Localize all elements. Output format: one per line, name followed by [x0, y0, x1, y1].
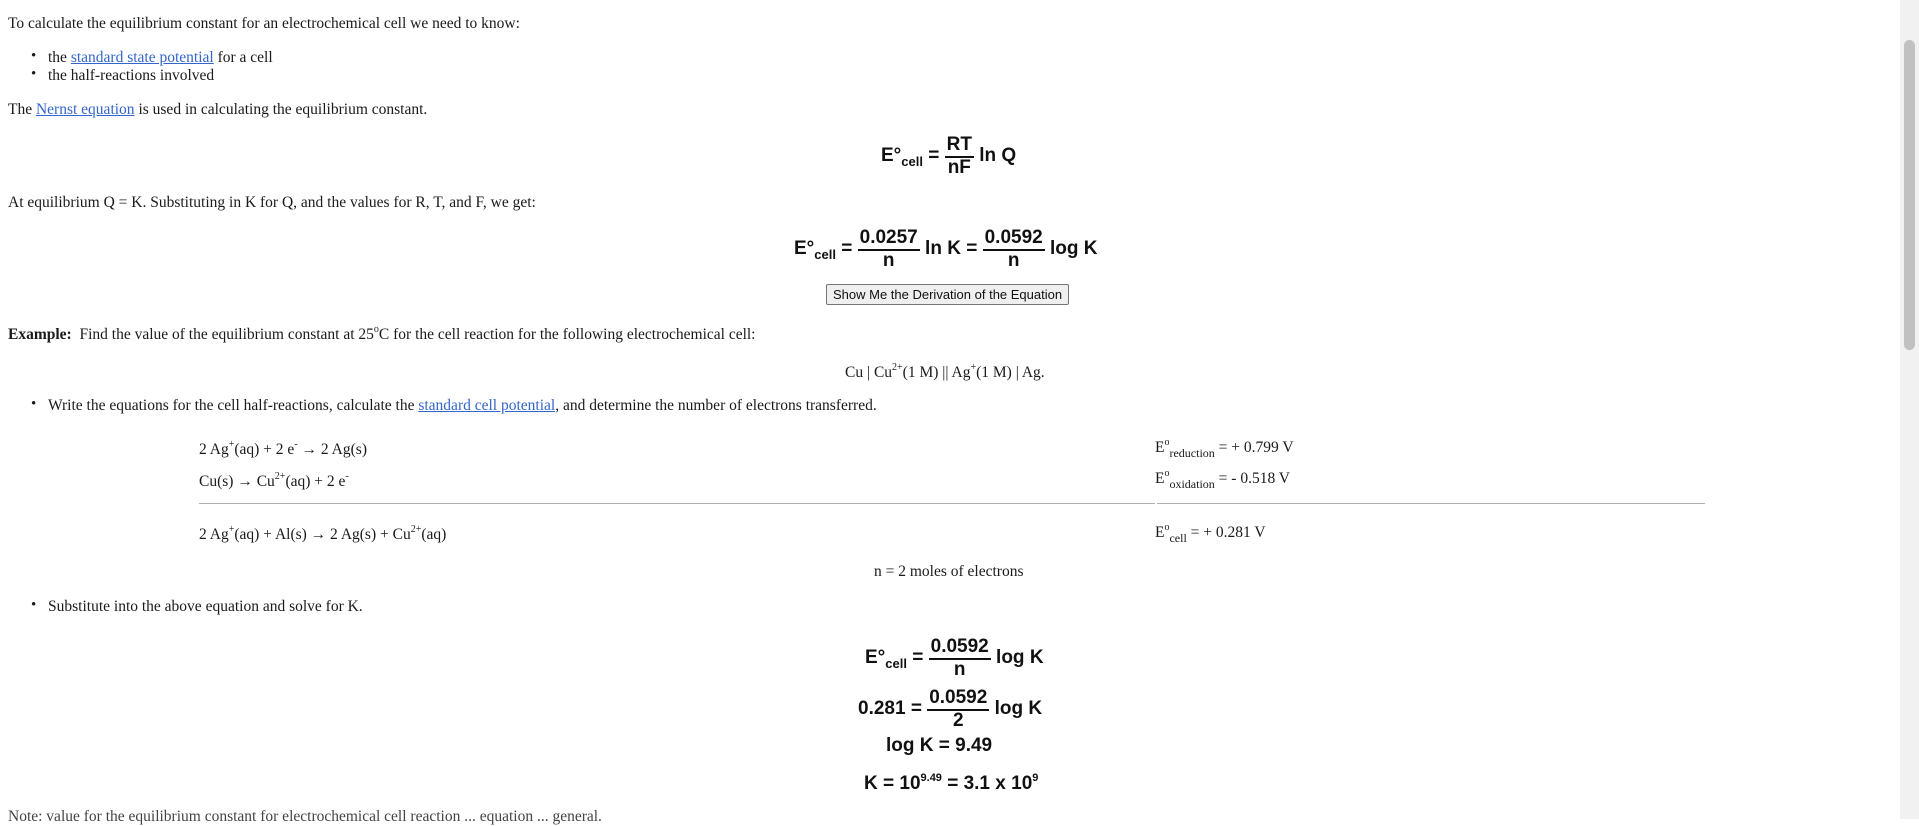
divider-right [1157, 503, 1705, 504]
truncated-note: Note: value for the equilibrium constant for electrochemical cell reaction ... equation ... general. [8, 808, 602, 825]
text: C for the cell reaction for the following electrochemical cell: [378, 326, 756, 343]
text: K = 10 [864, 773, 921, 794]
scrollbar-thumb[interactable] [1904, 40, 1915, 350]
denominator: 2 [952, 710, 964, 731]
text: The [8, 101, 36, 118]
degree: o [1164, 522, 1170, 533]
log-k-equation [865, 636, 1044, 680]
text: Write the equations for the cell half-reactions, calculate the [48, 397, 419, 414]
vertical-scrollbar[interactable] [1900, 0, 1919, 819]
subscript: reduction [1169, 446, 1215, 460]
oxidation-potential [1155, 468, 1290, 492]
nernst-equation-link[interactable]: Nernst equation [35, 101, 135, 118]
text: = 3.1 x 10 [941, 773, 1033, 794]
value: = - 0.518 V [1214, 470, 1290, 487]
e-symbol: E° [865, 647, 886, 669]
equals-sign: = [912, 647, 924, 669]
list-item [48, 49, 273, 67]
fraction [929, 636, 991, 680]
denominator: n [953, 659, 966, 680]
cell-subscript: cell [901, 154, 923, 170]
text: (aq) + Al(s) → 2 Ag(s) + Cu [234, 526, 411, 543]
log-k: log K [994, 698, 1043, 720]
reduction-potential [1155, 437, 1294, 461]
nernst-equation [881, 134, 1016, 178]
k-result [864, 772, 1038, 795]
numerator: 0.0592 [983, 227, 1045, 251]
degree-symbol: o [373, 324, 379, 335]
standard-state-potential-link[interactable]: standard state potential [70, 49, 214, 66]
degree: o [1164, 437, 1170, 448]
fraction [927, 687, 989, 731]
ln-q: ln Q [979, 145, 1017, 167]
equals-sign: = [928, 145, 940, 167]
text: (1 M) || Ag [902, 364, 971, 381]
fraction [945, 134, 974, 178]
text: , and determine the number of electrons transferred. [555, 397, 877, 414]
divider-left [199, 503, 1155, 504]
subscript: cell [1169, 531, 1187, 545]
text: is used in calculating the equilibrium constant. [134, 101, 428, 118]
fraction [858, 227, 920, 271]
charge: - [294, 439, 298, 450]
text: 2 Ag [199, 526, 229, 543]
text: (1 M) | Ag. [976, 364, 1045, 381]
equals-sign: = [841, 238, 853, 260]
value: = + 0.281 V [1186, 524, 1266, 541]
example-statement [8, 324, 756, 344]
subscript: oxidation [1169, 477, 1215, 491]
half-reaction-reduction [199, 439, 367, 459]
text: Cu(s) → Cu [199, 473, 275, 490]
numerator: 0.0592 [927, 687, 989, 711]
overall-reaction [199, 524, 446, 544]
text: 2 Ag [199, 441, 229, 458]
numerator: RT [945, 134, 974, 158]
intro-text: To calculate the equilibrium constant for an electrochemical cell we need to know: [8, 15, 520, 32]
nernst-sentence [8, 101, 427, 119]
moles-of-electrons: n = 2 moles of electrons [874, 563, 1024, 580]
text: → 2 Ag(s) [297, 441, 367, 458]
text: (aq) + 2 e [285, 473, 346, 490]
charge: + [970, 362, 977, 373]
text: Cu | Cu [845, 364, 893, 381]
value: = + 0.799 V [1214, 439, 1294, 456]
substituted-equation [858, 687, 1042, 731]
denominator: n [882, 250, 895, 271]
charge: 2+ [892, 362, 903, 373]
list-item: • the half-reactions involved [48, 67, 214, 85]
text: Find the value of the equilibrium constant at 25 [79, 326, 374, 343]
charge: + [228, 439, 235, 450]
e-symbol: E° [881, 145, 902, 167]
equilibrium-text: At equilibrium Q = K. Substituting in K for Q, and the values for R, T, and F, we get: [8, 194, 536, 211]
fraction [983, 227, 1045, 271]
list-text: for a cell [213, 49, 273, 66]
text: (aq) [421, 526, 447, 543]
standard-cell-potential-link[interactable]: standard cell potential [418, 397, 556, 414]
charge: 2+ [410, 524, 422, 535]
log-k: log K [996, 647, 1044, 669]
example-label: Example: [8, 326, 72, 343]
text: (aq) + 2 e [234, 441, 295, 458]
degree: o [1164, 468, 1170, 479]
e-symbol: E° [794, 238, 815, 260]
numerator: 0.0592 [929, 636, 991, 660]
step-1 [48, 397, 877, 415]
e-symbol: E [1155, 524, 1165, 541]
charge: 2+ [274, 471, 286, 482]
cell-subscript: cell [814, 247, 836, 263]
lhs-value: 0.281 = [858, 698, 922, 720]
log-k: log K [1050, 238, 1098, 260]
step-2: • Substitute into the above equation and solve for K. [48, 598, 363, 616]
ln-k: ln K = [925, 238, 978, 260]
cell-potential [1155, 522, 1266, 546]
charge: + [228, 524, 235, 535]
cell-subscript: cell [885, 656, 907, 672]
list-text: the [48, 49, 71, 66]
half-reaction-oxidation [199, 471, 349, 491]
exponent: 9 [1032, 772, 1039, 784]
e-symbol: E [1155, 470, 1165, 487]
log-k-result: log K = 9.49 [886, 735, 993, 756]
equilibrium-equation [794, 227, 1098, 271]
charge: - [345, 471, 349, 482]
show-derivation-button[interactable]: Show Me the Derivation of the Equation [826, 284, 1069, 305]
denominator: nF [947, 157, 971, 178]
e-symbol: E [1155, 439, 1165, 456]
denominator: n [1007, 250, 1020, 271]
exponent: 9.49 [920, 772, 942, 784]
numerator: 0.0257 [858, 227, 920, 251]
cell-notation [845, 362, 1045, 382]
